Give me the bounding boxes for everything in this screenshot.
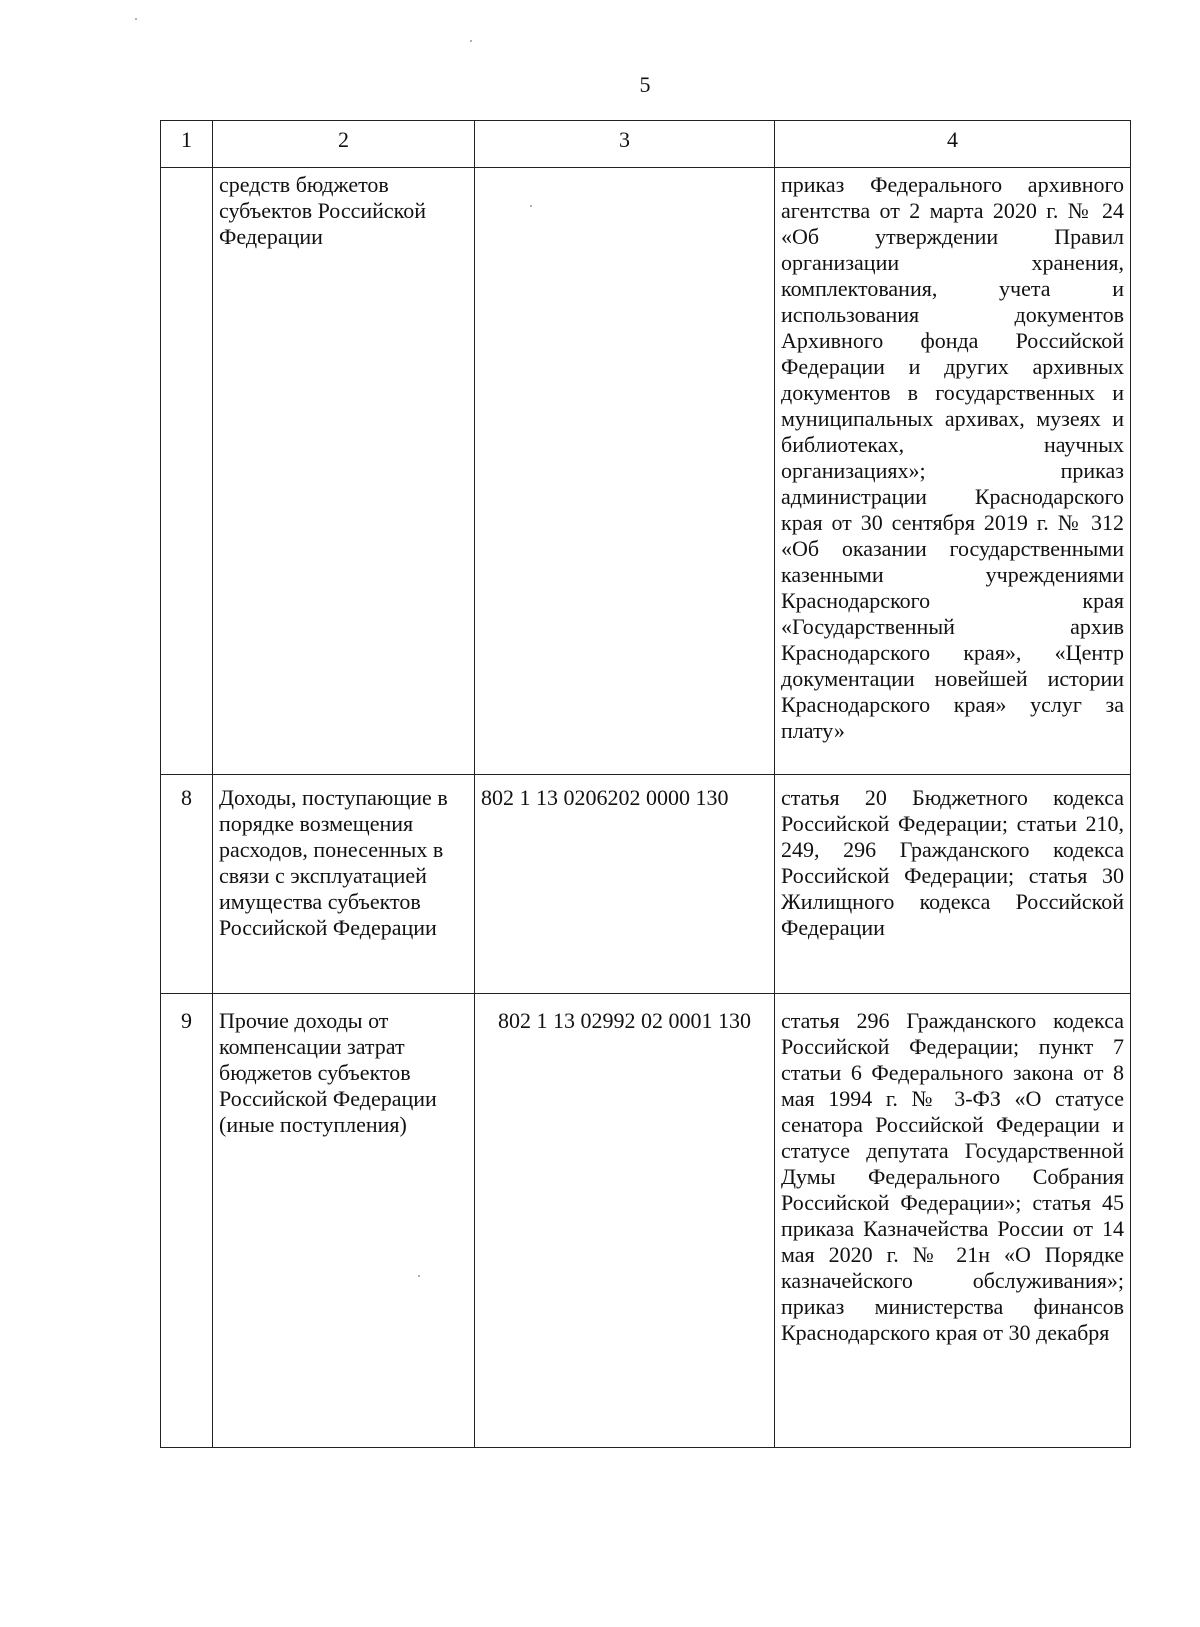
table-row (161, 775, 1131, 994)
revenue-name: Доходы, поступающие в порядке возмещения расходов, понесенных в связи с эксплуатацией имущества субъектов Российской Федерации (213, 775, 475, 994)
row-number: 9 (161, 994, 213, 1448)
revenue-name: средств бюджетов субъектов Российской Федерации (213, 168, 475, 775)
scan-speck (530, 205, 532, 207)
header-col-2: 2 (213, 121, 475, 168)
budget-code: 802 1 13 02992 02 0001 130 (475, 994, 775, 1448)
header-col-4: 4 (775, 121, 1131, 168)
legal-basis: приказ Федерального архивного агентства от 2 марта 2020 г. № 24 «Об утверждении Правил организации хранения, комплектования, учета и использования документов Архивного фонда Российской Федерации и других архивных документов в государственных и муниципальных архивах, музеях и библиотеках, научных организациях»; приказ администрации Краснодарского края от 30 сентября 2019 г. № 312 «Об оказании государственными казенными учреждениями Краснодарского края «Государственный архив Краснодарского края», «Центр документации новейшей истории Краснодарского края» услуг за плату» (775, 168, 1131, 775)
table-header-row (161, 121, 1131, 168)
row-number: 8 (161, 775, 213, 994)
legal-basis: статья 296 Гражданского кодекса Российской Федерации; пункт 7 статьи 6 Федерального закона от 8 мая 1994 г. № 3-ФЗ «О статусе сенатора Российской Федерации и статусе депутата Государственной Думы Федерального Собрания Российской Федерации»; статья 45 приказа Казначейства России от 14 мая 2020 г. № 21н «О Порядке казначейского обслуживания»; приказ министерства финансов Краснодарского края от 30 декабря (775, 994, 1131, 1448)
row-number (161, 168, 213, 775)
header-col-3: 3 (475, 121, 775, 168)
scan-speck (135, 18, 137, 20)
scan-speck (418, 1275, 420, 1277)
legal-basis: статья 20 Бюджетного кодекса Российской Федерации; статьи 210, 249, 296 Гражданского кодекса Российской Федерации; статья 30 Жилищного кодекса Российской Федерации (775, 775, 1131, 994)
budget-code (475, 168, 775, 775)
table-row (161, 994, 1131, 1448)
table-row (161, 168, 1131, 775)
scan-speck (470, 40, 472, 42)
header-col-1: 1 (161, 121, 213, 168)
revenue-table (160, 120, 1131, 1448)
revenue-name: Прочие доходы от компенсации затрат бюджетов субъектов Российской Федерации (иные поступления) (213, 994, 475, 1448)
page-number: 5 (639, 72, 651, 97)
budget-code: 802 1 13 0206202 0000 130 (475, 775, 775, 994)
